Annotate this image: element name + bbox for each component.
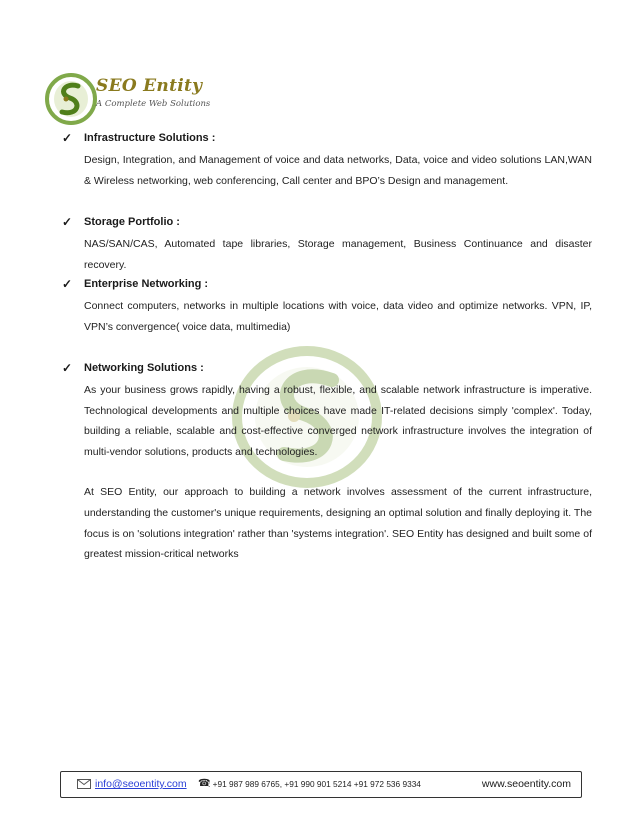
check-icon: ✓ (62, 277, 73, 291)
section-heading: Storage Portfolio : (84, 216, 180, 228)
section-infrastructure (64, 130, 592, 191)
section-heading: Infrastructure Solutions : (84, 132, 216, 144)
website-link[interactable]: www.seoentity.com (481, 778, 571, 790)
mail-icon (77, 779, 91, 789)
check-icon: ✓ (62, 131, 73, 145)
section-paragraph: As your business grows rapidly, having a robust, flexible, and scalable network infrastructure is imperative. Technological developments and multiple choices have made IT-related decisions simply 'complex'. Today, building a reliable, scalable and cost-effective converged network infrastructure involves the integration of multi-vendor solutions, products and technologies. (84, 384, 592, 458)
section-heading: Enterprise Networking : (84, 278, 209, 290)
section-networking-solutions (64, 360, 592, 565)
section-paragraph: NAS/SAN/CAS, Automated tape libraries, Storage management, Business Continuance and disaster recovery. (84, 238, 592, 271)
contact-footer (60, 771, 582, 798)
section-enterprise-networking (64, 276, 592, 337)
logo-tagline: A Complete Web Solutions (96, 99, 211, 109)
check-icon: ✓ (62, 215, 73, 229)
section-paragraph: Design, Integration, and Management of voice and data networks, Data, voice and video solutions LAN,WAN & Wireless networking, web conferencing, Call center and BPO’s Design and management. (84, 154, 592, 187)
section-heading: Networking Solutions : (84, 362, 204, 374)
email-link[interactable]: info@seoentity.com (95, 778, 187, 790)
check-icon: ✓ (62, 361, 73, 375)
section-paragraph: At SEO Entity, our approach to building a network involves assessment of the current infrastructure, understanding the customer's unique requirements, designing an optimal solution and finally deploying it. The focus is on 'solutions integration' rather than 'systems integration'. SEO Entity has designed and built some of greatest mission-critical networks (84, 486, 592, 561)
phone-numbers: : +91 987 989 6765, +91 990 901 5214 +91 972 536 9334 (208, 779, 421, 789)
logo-title: SEO Entity (96, 76, 203, 96)
section-storage (64, 214, 592, 275)
phone-icon: ☎ (198, 778, 211, 789)
section-paragraph: Connect computers, networks in multiple locations with voice, data video and optimize networks. VPN, IP, VPN’s convergence( voice data, multimedia) (84, 300, 592, 333)
